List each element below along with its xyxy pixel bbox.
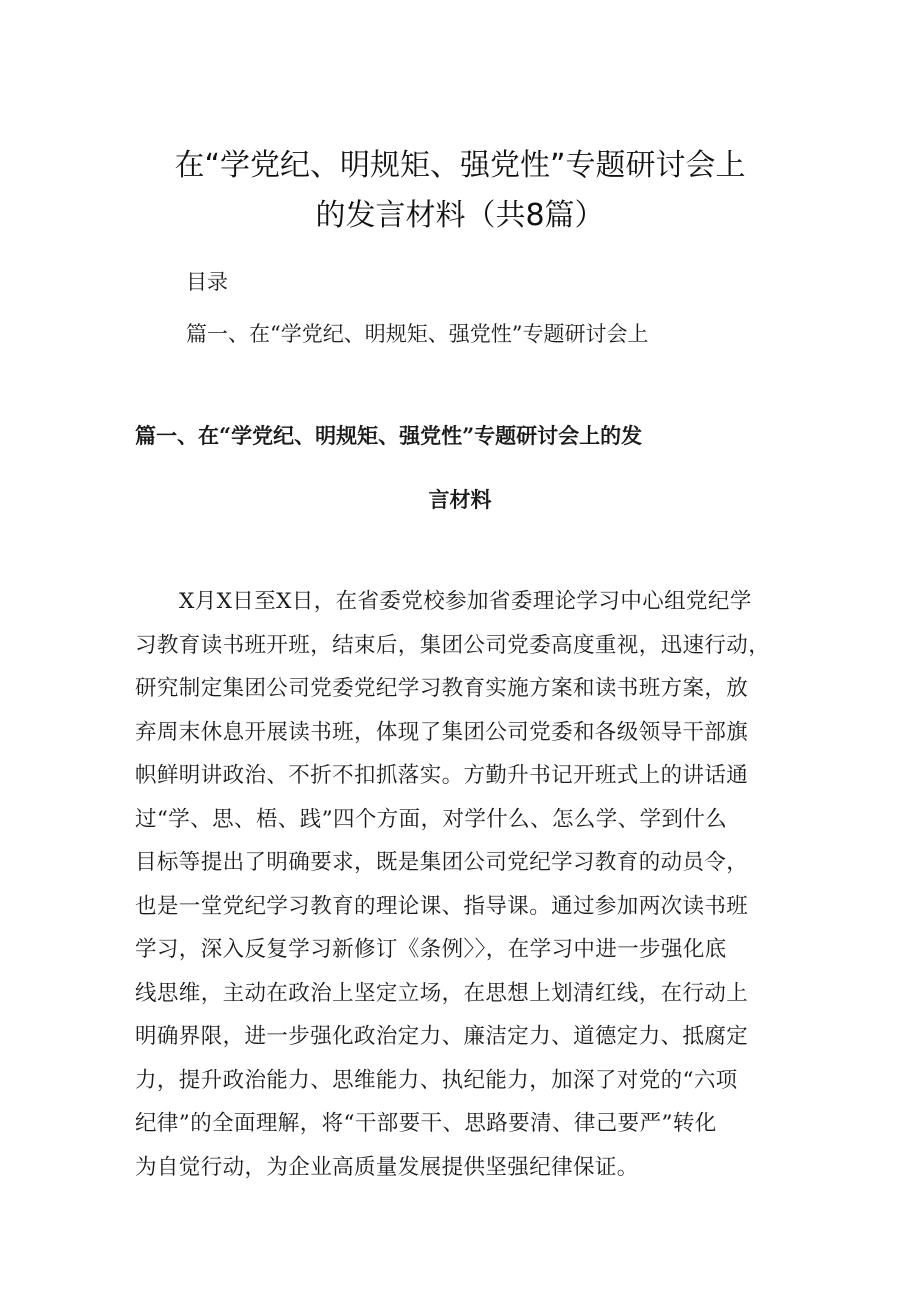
body-line: X月X日至X日，在省委党校参加省委理论学习中心组党纪学 [179, 589, 752, 614]
document-title-line-1: 在“学党纪、明规矩、强党性”专题研讨会上 [174, 148, 746, 183]
body-line: 力，提升政治能力、思维能力、执纪能力，加深了对党的“六项 [135, 1067, 738, 1093]
body-line: 为自觉行动，为企业高质量发展提供坚强纪律保证。 [135, 1154, 639, 1180]
body-line: 研究制定集团公司党委党纪学习教育实施方案和读书班方案，放 [135, 676, 749, 701]
body-paragraph [135, 580, 785, 1189]
toc-label: 目录 [186, 270, 228, 294]
body-line: 目标等提出了明确要求，既是集团公司党纪学习教育的动员令， [135, 850, 749, 875]
body-line: 线思维，主动在政治上坚定立场，在思想上划清红线，在行动上 [135, 980, 749, 1006]
body-line: 学习，深入反复学习新修订《条例〉〉，在学习中进一步强化底 [135, 937, 727, 962]
body-line: 过“学、思、梧、践”四个方面，对学什么、怎么学、学到什么 [135, 806, 728, 832]
body-line: 习教育读书班开班，结束后，集团公司党委高度重视，迅速行动， [135, 632, 771, 658]
body-line: 也是一堂党纪学习教育的理论课、指导课。通过参加两次读书班 [135, 893, 749, 919]
document-title-line-2: 的发言材料（共8篇） [315, 198, 605, 233]
toc-entry-1: 篇一、在“学党纪、明规矩、强党性”专题研讨会上 [186, 322, 649, 346]
body-line: 帜鲜明讲政治、不折不扣抓落实。方勤升书记开班式上的讲话通 [135, 763, 749, 788]
section-heading-line-1: 篇一、在“学党纪、明规矩、强党性”专题研讨会上的发 [135, 423, 643, 448]
body-line: 弃周末休息开展读书班，体现了集团公司党委和各级领导干部旗 [135, 719, 749, 745]
body-line: 纪律”的全面理解，将“干部要干、思路要清、律己要严”转化 [135, 1111, 717, 1136]
body-line: 明确界限，进一步强化政治定力、廉洁定力、道德定力、抵腐定 [135, 1024, 749, 1049]
section-heading-line-2: 言材料 [428, 487, 492, 512]
